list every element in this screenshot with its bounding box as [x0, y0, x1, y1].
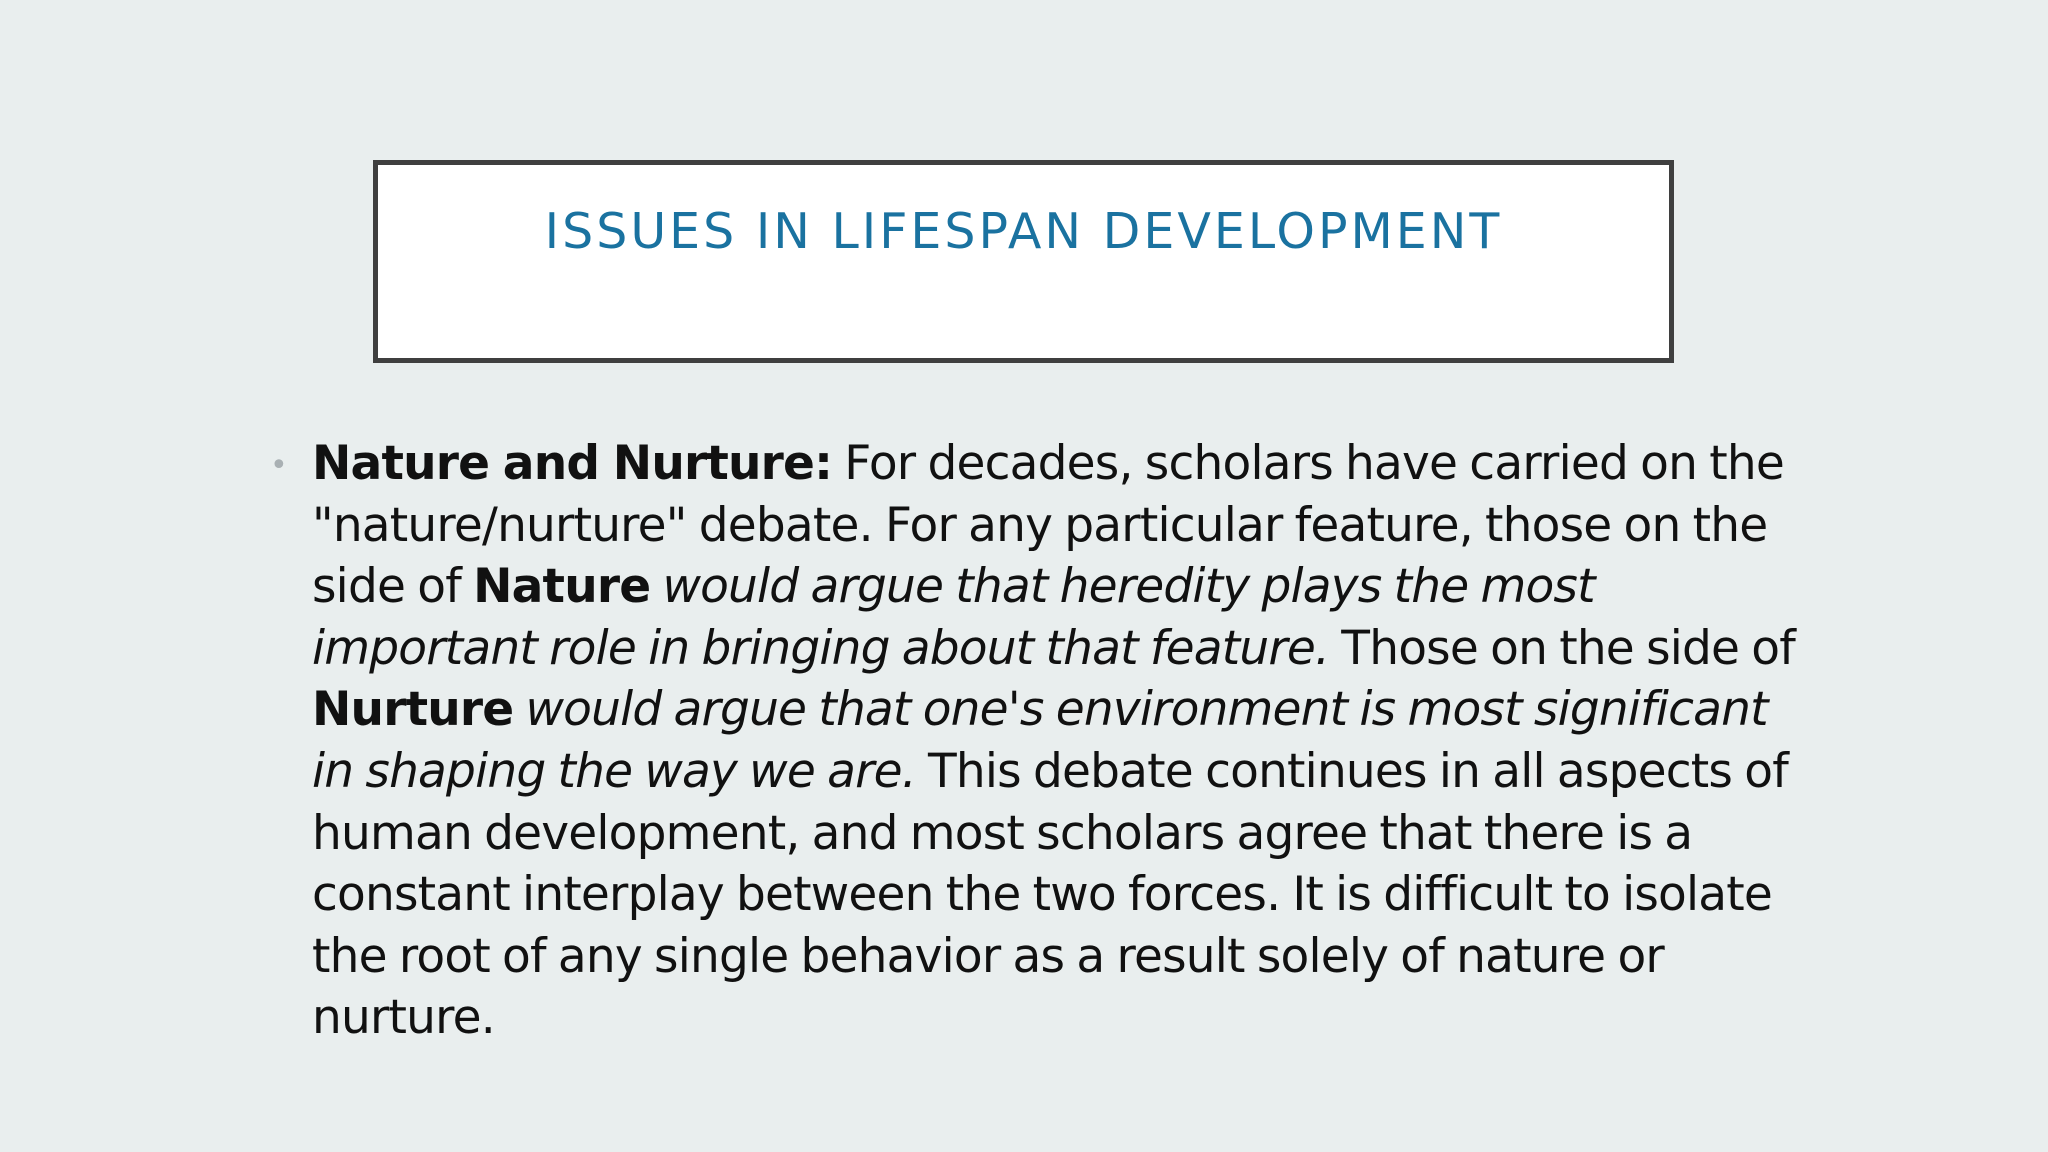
bullet-text-1: For decades, scholars have carried on the "nature/nurture" debate. For any particular feature, those on the side of	[312, 436, 1784, 615]
nurture-claim: would argue that one's environment is most significant in shaping the way we are.	[312, 682, 1768, 799]
bullet-point-icon: •	[270, 448, 288, 483]
bullet-text-3: This debate continues in all aspects of human development, and most scholars agree that there is a constant interplay between the two forces. It is difficult to isolate the root of any single behavior as a result solely of nature or nurture.	[312, 743, 1788, 1046]
bullet-text-2: Those on the side of	[1329, 620, 1796, 676]
nature-claim: would argue that heredity plays the most important role in bringing about that feature.	[312, 559, 1595, 676]
bullet-lead: Nature and Nurture:	[312, 436, 833, 491]
slide-title: ISSUES IN LIFESPAN DEVELOPMENT	[544, 203, 1503, 260]
nature-term: Nature	[473, 559, 651, 615]
nurture-term: Nurture	[312, 682, 514, 738]
bullet-paragraph	[312, 433, 1800, 1049]
title-box	[373, 160, 1674, 363]
